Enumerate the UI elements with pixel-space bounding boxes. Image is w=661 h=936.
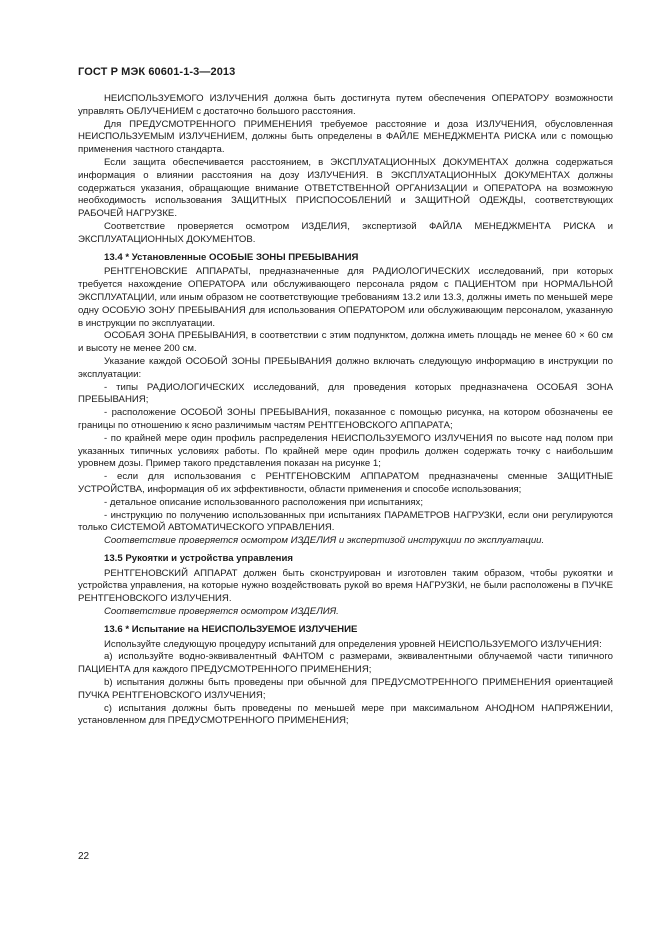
paragraph: РЕНТГЕНОВСКИЕ АППАРАТЫ, предназначенные для РАДИОЛОГИЧЕСКИХ исследований, при которых требуется нахождение ОПЕРАТОРА или обслуживающего персонала рядом с ПАЦИЕНТОМ при НОРМАЛЬНОЙ ЭКСПЛУАТАЦИИ, или иным образом не соответствующие требованиям 13.2 или 13.3, должны иметь по меньшей мере одну ОСОБУЮ ЗОНУ ПРЕБЫВАНИЯ для использования ОПЕРАТОРОМ или обслуживающим персоналом, указанную в инструкции по эксплуатации.	[78, 266, 613, 329]
list-item: - инструкцию по получению использованных при испытаниях ПАРАМЕТРОВ НАГРУЗКИ, если они регулируются только СИСТЕМОЙ АВТОМАТИЧЕСКОГО УПРАВЛЕНИЯ.	[78, 509, 613, 534]
list-item: - по крайней мере один профиль распределения НЕИСПОЛЬЗУЕМОГО ИЗЛУЧЕНИЯ по высоте над полом при указанных типичных условиях работы. По крайней мере один профиль должен содержать точку с наибольшим уровнем дозы. Пример такого представления показан на рисунке 1;	[78, 432, 613, 470]
section-heading-13-4: 13.4 * Установленные ОСОБЫЕ ЗОНЫ ПРЕБЫВАНИЯ	[104, 251, 359, 263]
list-item: а) используйте водно-эквивалентный ФАНТОМ с размерами, эквивалентными облучаемой части типичного ПАЦИЕНТА для каждого ПРЕДУСМОТРЕННОГО ПРИМЕНЕНИЯ;	[78, 651, 613, 676]
page-number: 22	[78, 851, 90, 862]
paragraph: НЕИСПОЛЬЗУЕМОГО ИЗЛУЧЕНИЯ должна быть достигнута путем обеспечения ОПЕРАТОРУ возможности управлять ОБЛУЧЕНИЕМ с достаточно большого расстояния.	[78, 93, 613, 117]
compliance-note: Соответствие проверяется осмотром ИЗДЕЛИЯ.	[104, 606, 339, 618]
paragraph: Соответствие проверяется осмотром ИЗДЕЛИЯ, экспертизой ФАЙЛА МЕНЕДЖМЕНТА РИСКА и ЭКСПЛУАТАЦИОННЫХ ДОКУМЕНТОВ.	[78, 220, 613, 245]
list-item: с) испытания должны быть проведены по меньшей мере при максимальном АНОДНОМ НАПРЯЖЕНИИ, установленном для ПРЕДУСМОТРЕННОГО ПРИМЕНЕНИЯ;	[78, 702, 613, 727]
paragraph: ОСОБАЯ ЗОНА ПРЕБЫВАНИЯ, в соответствии с этим подпунктом, должна иметь площадь не менее 60 × 60 см и высоту не менее 200 см.	[78, 330, 613, 355]
document-body	[78, 93, 613, 728]
paragraph: Указание каждой ОСОБОЙ ЗОНЫ ПРЕБЫВАНИЯ должно включать следующую информацию в инструкции по эксплуатации:	[78, 355, 613, 380]
paragraph: Если защита обеспечивается расстоянием, в ЭКСПЛУАТАЦИОННЫХ ДОКУМЕНТАХ должна содержаться информация о влиянии расстояния на дозу ИЗЛУЧЕНИЯ. В ЭКСПЛУАТАЦИОННЫХ ДОКУМЕНТАХ должны содержаться указания, обращающие внимание ОТВЕТСТВЕННОЙ ОРГАНИЗАЦИИ и ОПЕРАТОРА на возможную необходимость использования ЗАЩИТНЫХ ПРИСПОСОБЛЕНИЙ и ЗАЩИТНОЙ ОДЕЖДЫ, соответствующих РАБОЧЕЙ НАГРУЗКЕ.	[78, 156, 613, 220]
list-item: - детальное описание использованного расположения при испытаниях;	[104, 496, 423, 508]
paragraph: РЕНТГЕНОВСКИЙ АППАРАТ должен быть сконструирован и изготовлен таким образом, чтобы рукоятки и устройства управления, на которые нужно воздействовать рукой во время НАГРУЗКИ, не были расположены в ПУЧКЕ РЕНТГЕНОВСКОГО ИЗЛУЧЕНИЯ.	[78, 567, 613, 605]
paragraph: Для ПРЕДУСМОТРЕННОГО ПРИМЕНЕНИЯ требуемое расстояние и доза ИЗЛУЧЕНИЯ, обусловленная НЕИСПОЛЬЗУЕМЫМ ИЗЛУЧЕНИЕМ, должны быть определены в ФАЙЛЕ МЕНЕДЖМЕНТА РИСКА или с помощью применения частного стандарта.	[78, 118, 613, 156]
section-heading-13-6: 13.6 * Испытание на НЕИСПОЛЬЗУЕМОЕ ИЗЛУЧЕНИЕ	[104, 623, 358, 635]
paragraph: Используйте следующую процедуру испытаний для определения уровней НЕИСПОЛЬЗУЕМОГО ИЗЛУЧЕНИЯ:	[104, 638, 602, 650]
list-item: b) испытания должны быть проведены при обычной для ПРЕДУСМОТРЕННОГО ПРИМЕНЕНИЯ ориентацией ПУЧКА РЕНТГЕНОВСКОГО ИЗЛУЧЕНИЯ;	[78, 677, 613, 701]
list-item: - типы РАДИОЛОГИЧЕСКИХ исследований, для проведения которых предназначена ОСОБАЯ ЗОНА ПРЕБЫВАНИЯ;	[78, 381, 613, 406]
list-item: - если для использования с РЕНТГЕНОВСКИМ АППАРАТОМ предназначены сменные ЗАЩИТНЫЕ УСТРОЙСТВА, информация об их эффективности, области применения и способе использования;	[78, 471, 613, 495]
list-item: - расположение ОСОБОЙ ЗОНЫ ПРЕБЫВАНИЯ, показанное с помощью рисунка, на котором обозначены ее границы по отношению к ясно различимым частям РЕНТГЕНОВСКОГО АППАРАТА;	[78, 407, 613, 431]
section-heading-13-5: 13.5 Рукоятки и устройства управления	[104, 552, 293, 564]
document-header: ГОСТ Р МЭК 60601-1-3—2013	[78, 66, 236, 78]
compliance-note: Соответствие проверяется осмотром ИЗДЕЛИЯ и экспертизой инструкции по эксплуатации.	[104, 535, 545, 547]
